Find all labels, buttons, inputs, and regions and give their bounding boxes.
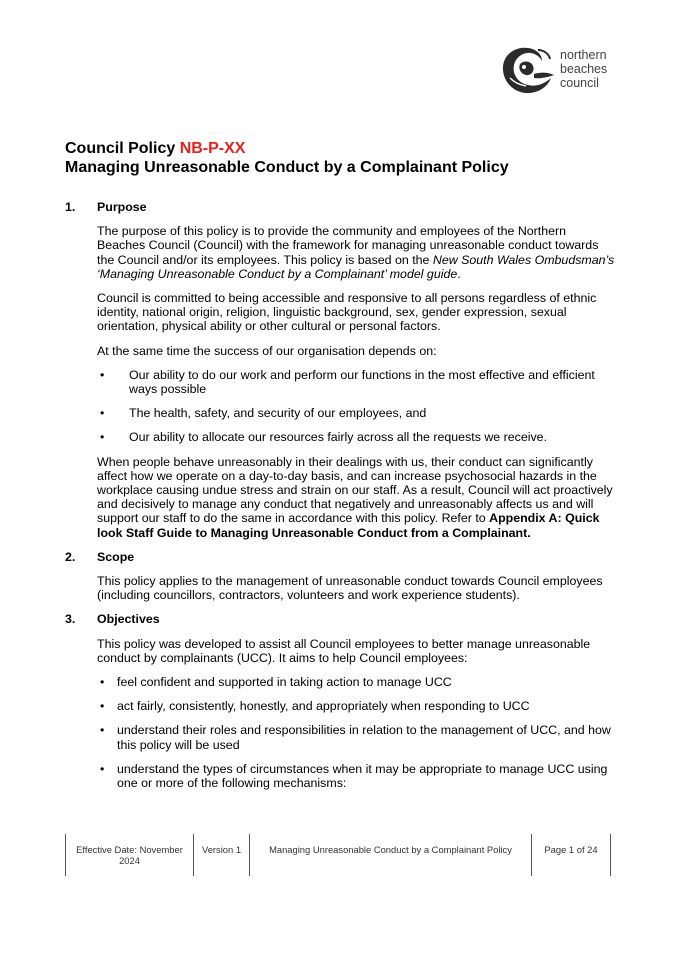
list-item: • understand the types of circumstances when it may be appropriate to manage UCC using one or more of the following mechanisms: (97, 762, 615, 790)
document-title (65, 139, 625, 177)
policy-code: NB-P-XX (179, 140, 246, 157)
purpose-p1-end: . (457, 266, 461, 281)
section-heading-purpose (65, 200, 615, 214)
section-title: Purpose (97, 200, 147, 214)
footer-version-text: Version 1 (201, 844, 242, 855)
title-prefix: Council Policy (65, 140, 180, 157)
purpose-p1-text: The purpose of this policy is to provide the community and employees of the Northern Beaches Council (Council) with the framework for managing unreasonable conduct towards the Council and/or its employees. This policy is based on the (97, 224, 599, 267)
title-line-2: Managing Unreasonable Conduct by a Complainant Policy (65, 159, 509, 176)
logo-wordmark (560, 48, 607, 90)
list-item: • act fairly, consistently, honestly, and appropriately when responding to UCC (97, 699, 615, 713)
section-number: 3. (65, 612, 76, 627)
list-item: • feel confident and supported in taking action to manage UCC (97, 675, 615, 689)
purpose-p4-text: When people behave unreasonably in their dealings with us, their conduct can significantly affect how we operate on a day-to-day basis, and can increase psychosocial hazards in the workplace causing undue stress and strain on our staff. As a result, Council will act proactively and decisively to manage any conduct that negatively and unreasonably affects us and will support our staff to do the same in accordance with this policy. Refer to (97, 454, 613, 526)
footer-effective-text: Effective Date: November 2024 (76, 844, 183, 866)
section-number: 2. (65, 549, 76, 564)
page-footer (65, 834, 611, 876)
section-heading-objectives (65, 612, 615, 626)
purpose-paragraph-3: At the same time the success of our organisation depends on: (97, 343, 437, 358)
objectives-paragraph-1: This policy was developed to assist all Council employees to better manage unreasonable conduct by complainants (UCC). It aims to help Council employees: (97, 636, 591, 665)
appendix-reference: Appendix A: Quick look Staff Guide to Managing Unreasonable Conduct from a Complainant. (97, 511, 600, 540)
council-emblem-icon (498, 44, 556, 98)
title-line-1 (65, 139, 625, 158)
logo-line-3: council (560, 76, 599, 90)
footer-effective-date (65, 834, 193, 876)
council-logo (498, 44, 618, 98)
footer-doc-text: Managing Unreasonable Conduct by a Complainant Policy (269, 844, 512, 855)
footer-page-text: Page 1 of 24 (544, 844, 598, 855)
footer-document-name (249, 834, 531, 876)
section-heading-scope (65, 550, 615, 564)
section-title: Objectives (97, 612, 160, 627)
objectives-bullet-list (97, 675, 615, 790)
purpose-paragraph-2: Council is committed to being accessible and responsive to all persons regardless of ethnic identity, national origin, religion, linguistic background, sex, gender expression, sexual orientation, physical ability or other cultural or personal factors. (97, 291, 597, 334)
section-title: Scope (97, 549, 135, 564)
logo-line-1: northern (560, 48, 607, 62)
document-body (65, 200, 615, 800)
scope-paragraph-1: This policy applies to the management of unreasonable conduct towards Council employees (including councillors, contractors, volunteers and work experience students). (97, 574, 603, 603)
purpose-bullet-list (97, 368, 615, 445)
list-item: • Our ability to do our work and perform our functions in the most effective and efficient ways possible (97, 368, 615, 396)
list-item: • understand their roles and responsibilities in relation to the management of UCC, and how this policy will be used (97, 723, 615, 751)
list-item: • Our ability to allocate our resources fairly across all the requests we receive. (97, 430, 615, 444)
footer-page-number (531, 834, 611, 876)
purpose-paragraph-1 (97, 224, 615, 281)
purpose-p1-italic: New South Wales Ombudsman’s ‘Managing Unreasonable Conduct by a Complainant’ model guide (97, 252, 615, 281)
purpose-paragraph-4 (97, 455, 615, 540)
section-number: 1. (65, 200, 76, 214)
logo-line-2: beaches (560, 62, 608, 76)
list-item: • The health, safety, and security of our employees, and (97, 406, 615, 420)
footer-version (193, 834, 249, 876)
